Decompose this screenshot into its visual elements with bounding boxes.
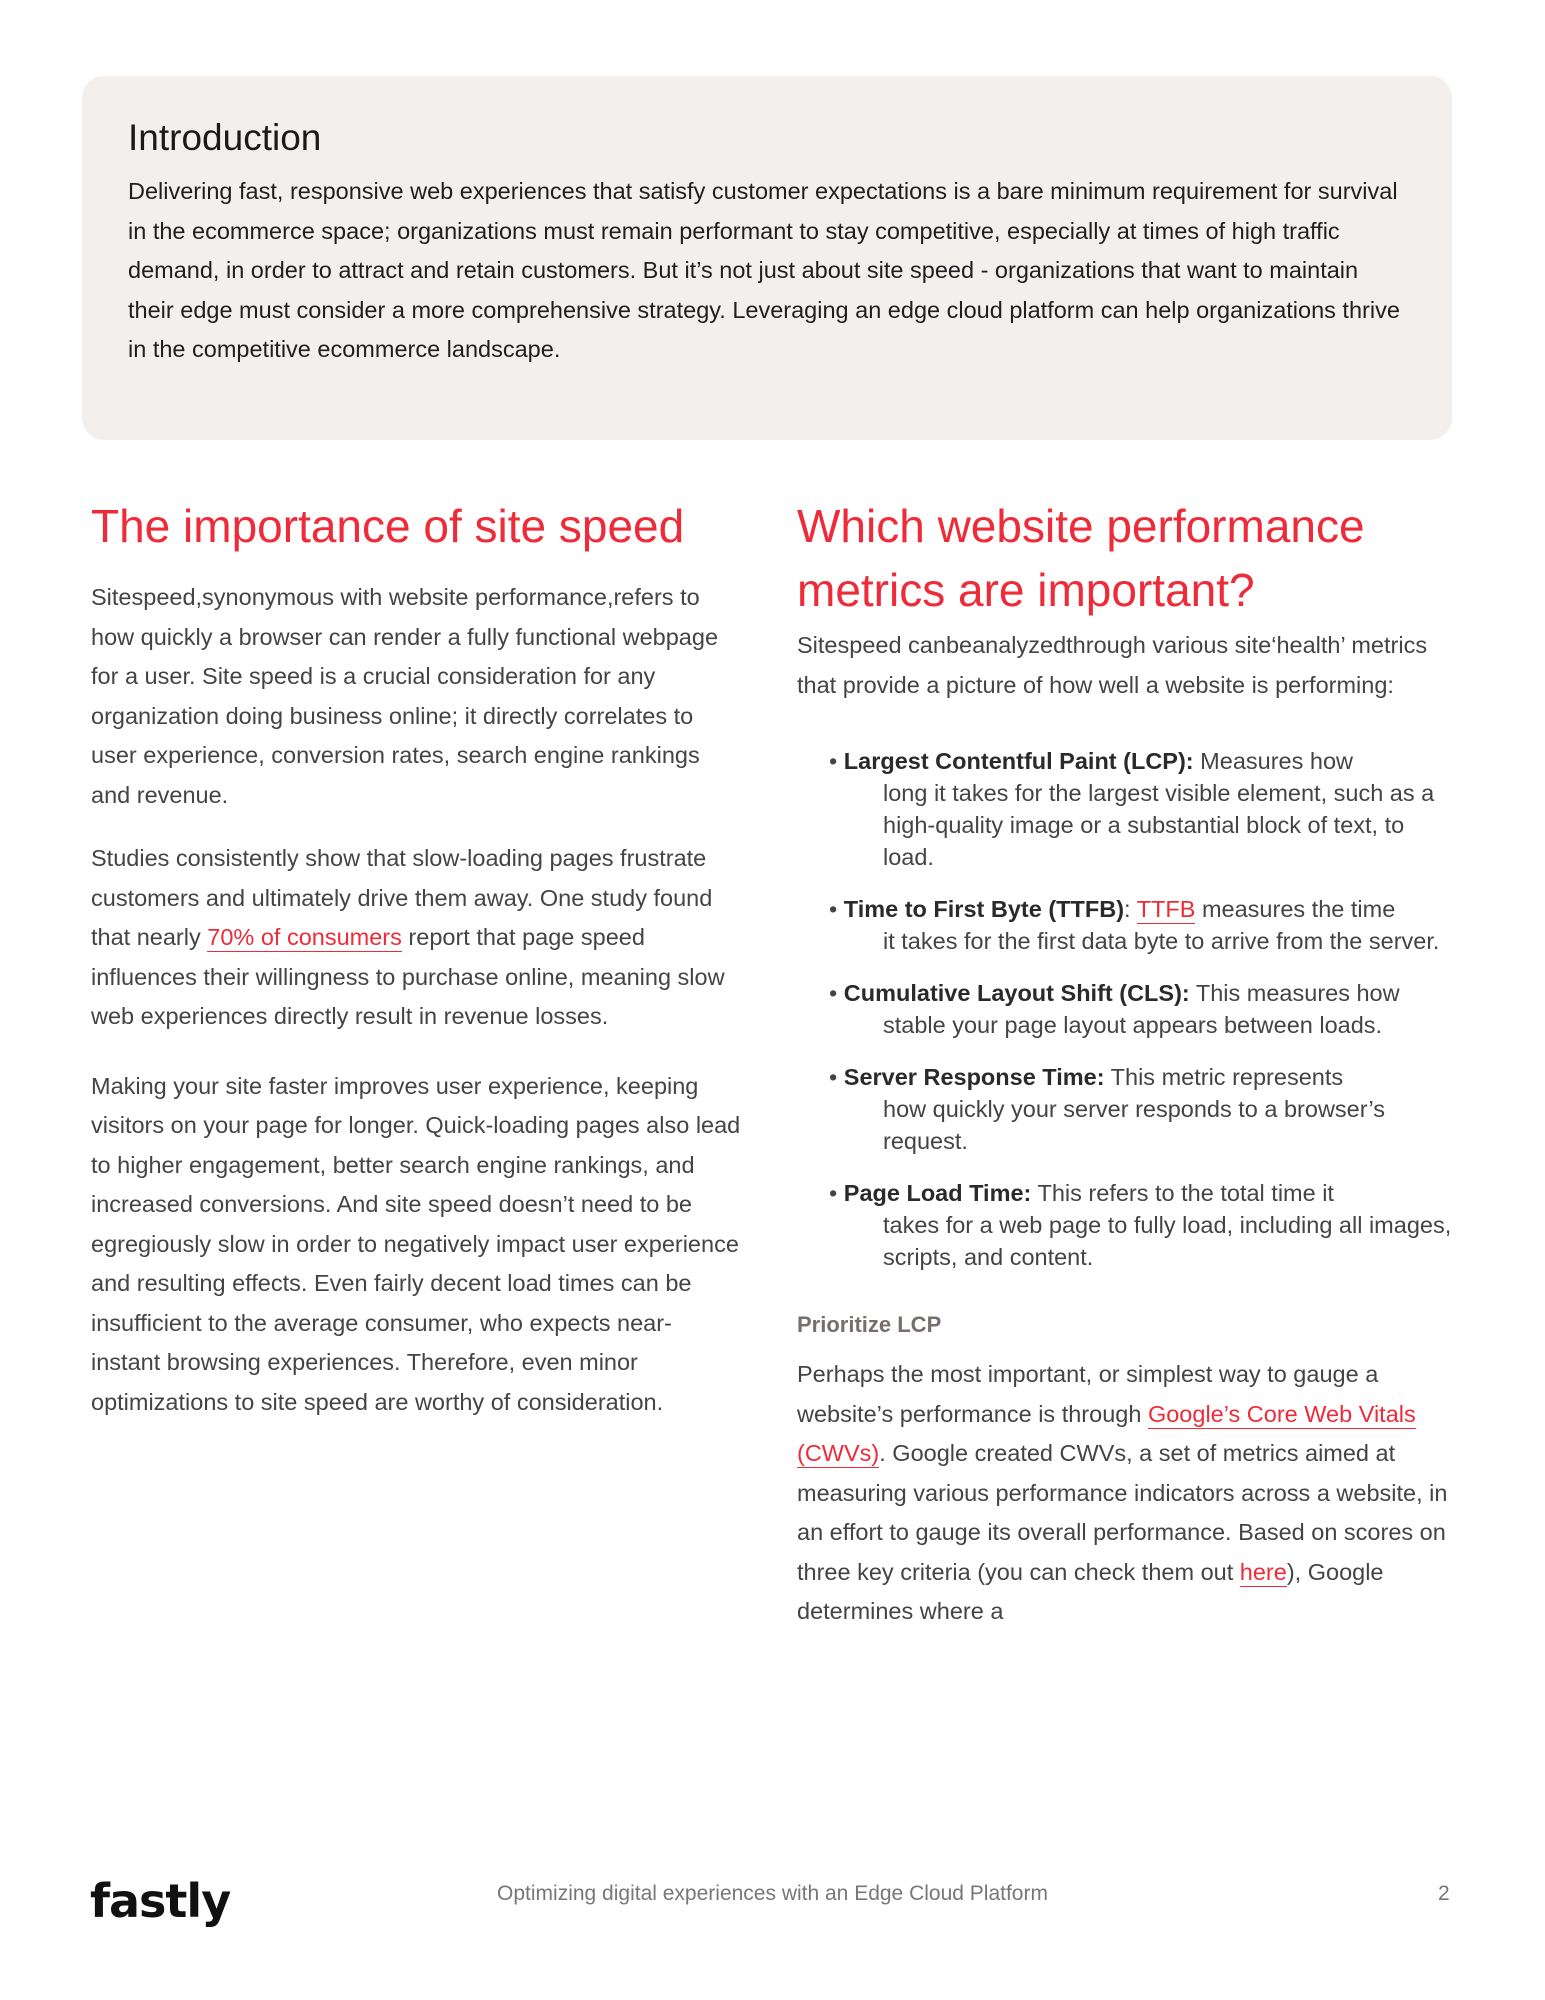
link-core-web-vitals[interactable]: Google’s Core Web Vitals (CWVs) — [797, 1400, 1416, 1466]
paragraph-studies — [91, 839, 741, 1037]
metric-label: Server Response Time: — [843, 1064, 1105, 1090]
intro-box — [82, 76, 1452, 440]
metric-text: Measures how — [1193, 748, 1353, 774]
paragraph-lcp-text-3: ), Google determines where a — [797, 1558, 1384, 1624]
footer-document-title: Optimizing digital experiences with an Edge Cloud Platform — [497, 1882, 1048, 1905]
bullet-icon: • — [829, 1064, 838, 1090]
bullet-icon: • — [829, 748, 838, 774]
list-item — [829, 893, 1457, 957]
section-title-metrics: Which website performance metrics are important? — [797, 500, 1365, 616]
intro-text: Delivering fast, responsive web experiences that satisfy customer expectations is a bare minimum requirement for survival in the ecommerce space; organizations must remain performant to stay competitive, especially at times of high traffic demand, in order to attract and retain customers. But it’s not just about site speed - organizations that want to maintain their edge must consider a more comprehensive strategy. Leveraging an edge cloud platform can help organizations thrive in the competitive ecommerce landscape. — [128, 178, 1400, 363]
metric-text-continued: long it takes for the largest visible element, such as a high-quality image or a substantial block of text, to load. — [883, 780, 1435, 870]
paragraph-faster-site: Making your site faster improves user experience, keeping visitors on your page for longer. Quick-loading pages also lead to higher engagement, better search engine rankings, and increased conversions. And site speed doesn’t need to be egregiously slow in order to negatively impact user experience and resulting effects. Even fairly decent load times can be insufficient to the average consumer, who expects near-instant browsing experiences. Therefore, even minor optimizations to site speed are worthy of consideration. — [91, 1072, 741, 1415]
bullet-icon: • — [829, 896, 838, 922]
metric-separator: : — [1124, 896, 1137, 922]
left-column — [91, 494, 741, 1422]
subhead-prioritize-lcp: Prioritize LCP — [797, 1312, 942, 1337]
intro-title: Introduction — [128, 117, 322, 158]
metric-text-continued: stable your page layout appears between loads. — [883, 1012, 1383, 1038]
bullet-icon: • — [829, 1180, 838, 1206]
right-column — [797, 494, 1457, 1632]
paragraph-prioritize-lcp — [797, 1355, 1457, 1632]
paragraph-studies-text-1: Studies consistently show that slow-loading pages frustrate customers and ultimately drive them away. One study found that nearly — [91, 845, 713, 950]
paragraph-lcp-text-2: . Google created CWVs, a set of metrics aimed at measuring various performance indicators across a website, in an effort to gauge its overall performance. Based on scores on three key criteria (you can check them out — [797, 1440, 1448, 1585]
link-70-percent-consumers[interactable]: 70% of consumers — [207, 924, 402, 950]
metric-label: Page Load Time: — [843, 1180, 1032, 1206]
paragraph-lcp-text-1: Perhaps the most important, or simplest way to gauge a website’s performance is through — [797, 1361, 1379, 1427]
metric-text: This refers to the total time it — [1031, 1180, 1334, 1206]
metric-text-continued: it takes for the first data byte to arrive from the server. — [883, 928, 1440, 954]
paragraph-metrics-intro: Sitespeed canbeanalyzedthrough various site‘health’ metrics that provide a picture of how well a website is performing: — [797, 632, 1428, 698]
list-item — [829, 1177, 1457, 1273]
metric-label: Time to First Byte (TTFB) — [843, 896, 1125, 922]
metric-label: Largest Contentful Paint (LCP): — [843, 748, 1194, 774]
section-title-site-speed: The importance of site speed — [91, 500, 685, 552]
metric-label: Cumulative Layout Shift (CLS): — [843, 980, 1190, 1006]
link-here[interactable]: here — [1239, 1558, 1287, 1585]
list-item — [829, 977, 1457, 1041]
page-number: 2 — [1438, 1882, 1450, 1905]
fastly-logo: fastly — [90, 1874, 231, 1928]
metric-text-continued: how quickly your server responds to a browser’s request. — [883, 1096, 1385, 1154]
paragraph-site-speed-definition: Sitespeed,synonymous with website performance,refers to how quickly a browser can render a fully functional webpage for a user. Site speed is a crucial consideration for any organization doing business online; it directly correlates to user experience, conversion rates, search engine rankings and revenue. — [91, 584, 719, 808]
list-item — [829, 1061, 1457, 1157]
metric-text: This metric represents — [1104, 1064, 1344, 1090]
list-item — [829, 745, 1457, 873]
paragraph-studies-text-2: report that page speed influences their willingness to purchase online, meaning slow web experiences directly result in revenue losses. — [91, 924, 725, 1029]
metric-text-continued: takes for a web page to fully load, including all images, scripts, and content. — [883, 1212, 1452, 1270]
metric-text: measures the time — [1195, 896, 1396, 922]
bullet-icon: • — [829, 980, 838, 1006]
metrics-list — [797, 745, 1457, 1273]
link-ttfb[interactable]: TTFB — [1136, 896, 1196, 922]
metric-text: This measures how — [1189, 980, 1400, 1006]
